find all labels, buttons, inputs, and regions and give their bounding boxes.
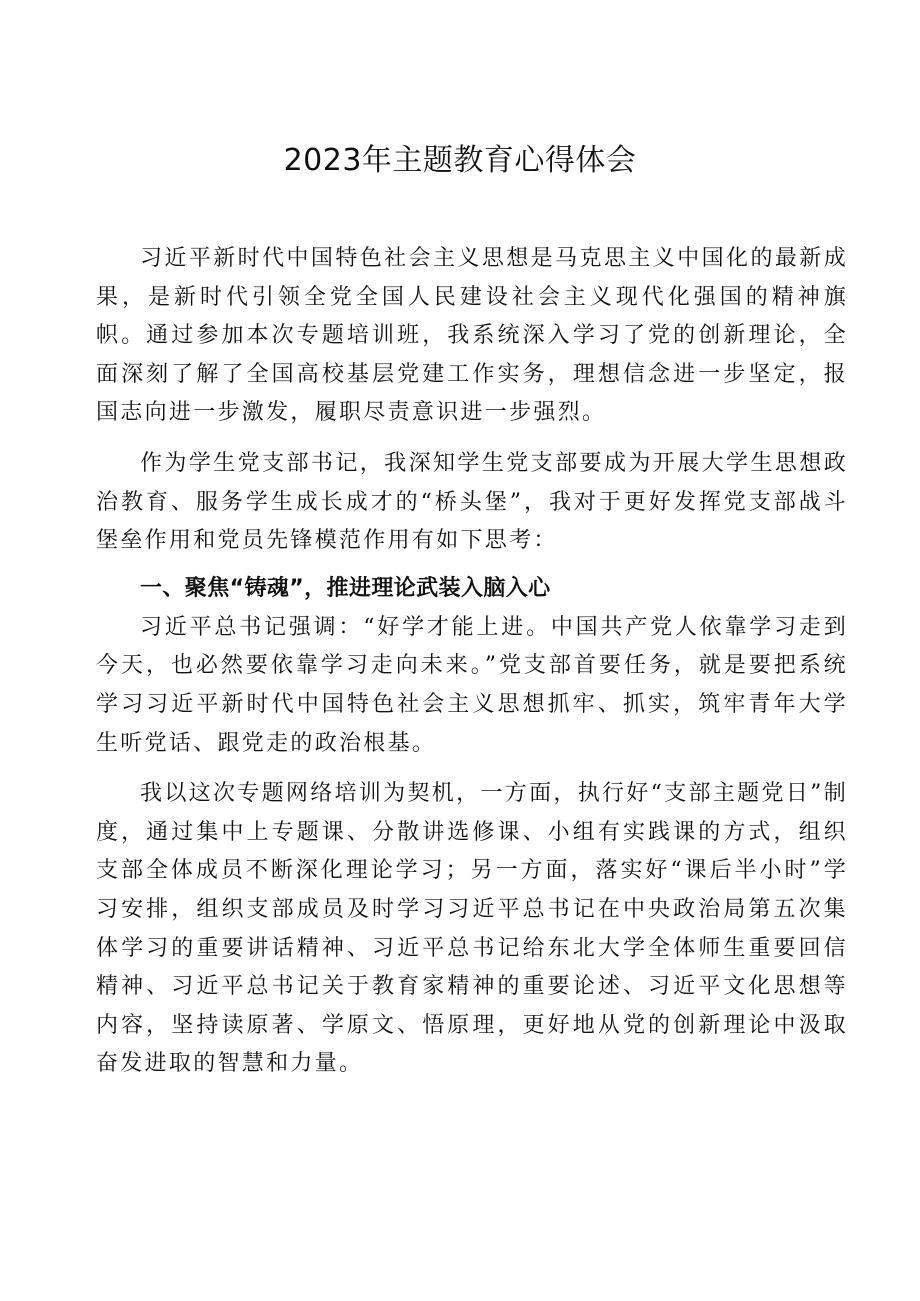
document-title: 2023年主题教育心得体会 (283, 143, 637, 178)
paragraph-quote: 习近平总书记强调：“好学才能上进。中国共产党人依靠学习走到今天，也必然要依靠学习走向未来。”党支部首要任务，就是要把系统学习习近平新时代中国特色社会主义思想抓牢、抓实，筑牢青年大学生听党话、跟党走的政治根基。 (96, 614, 848, 756)
paragraph-role: 作为学生党支部书记，我深知学生党支部要成为开展大学生思想政治教育、服务学生成长成才的“桥头堡”，我对于更好发挥党支部战斗堡垒作用和党员先锋模范作用有如下思考： (96, 450, 848, 554)
section-heading-1: 一、聚焦“铸魂”，推进理论武装入脑入心 (140, 575, 551, 601)
document-body (96, 240, 848, 1084)
paragraph-actions: 我以这次专题网络培训为契机，一方面，执行好“支部主题党日”制度，通过集中上专题课、分散讲选修课、小组有实践课的方式，组织支部全体成员不断深化理论学习；另一方面，落实好“课后半小时”学习安排，组织支部成员及时学习习近平总书记在中央政治局第五次集体学习的重要讲话精神、习近平总书记给东北大学全体师生重要回信精神、习近平总书记关于教育家精神的重要论述、习近平文化思想等内容，坚持读原著、学原文、悟原理，更好地从党的创新理论中汲取奋发进取的智慧和力量。 (96, 781, 848, 1077)
paragraph-intro: 习近平新时代中国特色社会主义思想是马克思主义中国化的最新成果，是新时代引领全党全国人民建设社会主义现代化强国的精神旗帜。通过参加本次专题培训班，我系统深入学习了党的创新理论，全面深刻了解了全国高校基层党建工作实务，理想信念进一步坚定，报国志向进一步激发，履职尽责意识进一步强烈。 (96, 246, 848, 426)
